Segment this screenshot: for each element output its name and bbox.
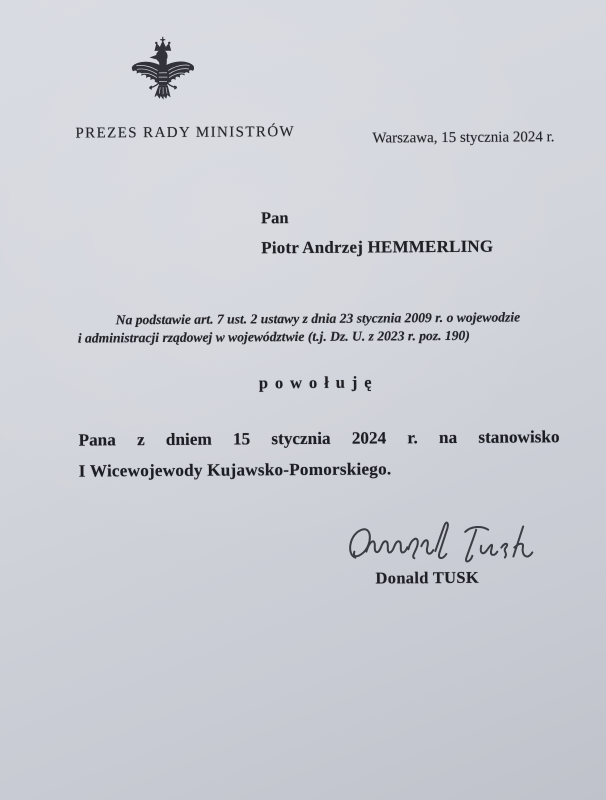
- issuer-title: PREZES RADY MINISTRÓW: [75, 124, 296, 142]
- signer-name: Donald TUSK: [375, 567, 480, 588]
- appointment-line-2: I Wicewojewody Kujawsko-Pomorskiego.: [78, 459, 392, 481]
- polish-eagle-emblem-icon: [127, 33, 200, 118]
- legal-basis-line-1: Na podstawie art. 7 ust. 2 ustawy z dnia 23 stycznia 2009 r. o wojewodzie: [115, 309, 521, 328]
- addressee-salutation: Pan: [260, 208, 289, 228]
- performative-word: powołuję: [258, 372, 379, 393]
- appointment-line-1: Pana z dniem 15 stycznia 2024 r. na stanowisko: [78, 427, 560, 450]
- handwritten-signature-icon: [341, 516, 541, 573]
- appointment-paragraph: [78, 421, 559, 486]
- legal-basis-paragraph: [78, 308, 559, 346]
- legal-basis-line-2: i administracji rządowej w województwie (t.j. Dz. U. z 2023 r. poz. 190): [77, 327, 470, 346]
- place-date-line: Warszawa, 15 stycznia 2024 r.: [372, 129, 555, 147]
- addressee-name: Piotr Andrzej HEMMERLING: [261, 236, 494, 258]
